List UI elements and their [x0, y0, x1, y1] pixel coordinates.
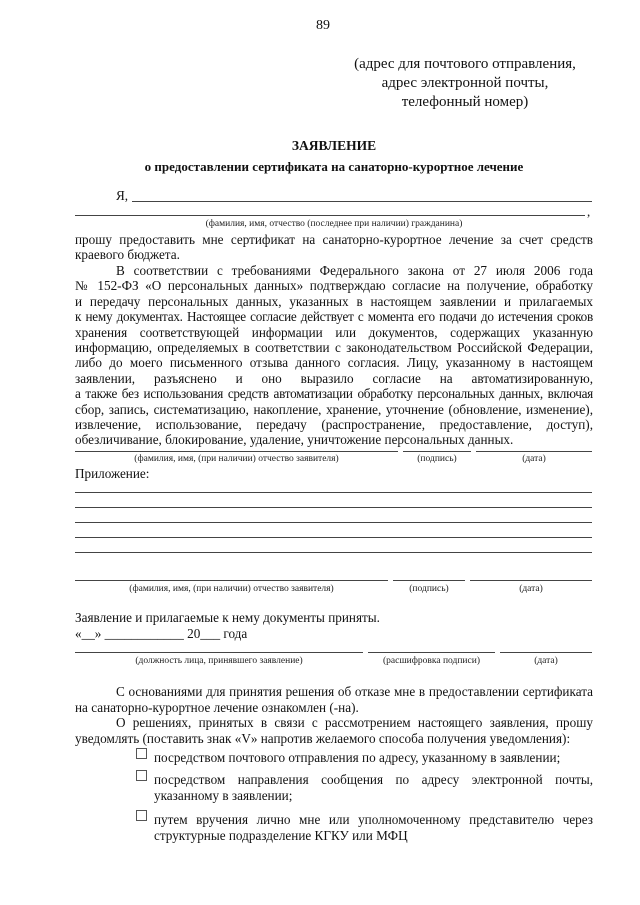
consent-row: хранения соответствующей информации или документов, содержащих указанную — [75, 325, 593, 340]
page-number: 89 — [316, 18, 330, 33]
attachment-line[interactable] — [75, 522, 592, 523]
sig1-date-line[interactable] — [476, 451, 592, 452]
document-title: ЗАЯВЛЕНИЕ — [291, 138, 377, 153]
address-line-1: (адрес для почтового отправления, — [354, 56, 576, 72]
sig3-date-line[interactable] — [500, 652, 592, 653]
option-email-label-2: указанному в заявлении; — [154, 788, 293, 803]
attachment-label: Приложение: — [75, 466, 150, 481]
applicant-name-field-2[interactable] — [75, 215, 585, 216]
consent-row: сбор, запись, систематизацию, накопление, хранение, уточнение (обновление, изменение), — [75, 402, 593, 417]
consent-row: извлечение, использование, передачу (распространение, предоставление, доступ), — [75, 417, 593, 432]
grounds-row-2: на санаторно-курортное лечение ознакомлен (-на). — [75, 700, 359, 715]
sig2-name-caption: (фамилия, имя, (при наличии) отчество заявителя) — [129, 584, 334, 594]
consent-row: а также без использования средств автоматизации обработку персональных данных, включая — [75, 386, 593, 401]
sig3-decode-caption: (расшифровка подписи) — [383, 656, 480, 666]
consent-row: № 152-ФЗ «О персональных данных» подтверждаю согласие на получение, обработку — [75, 278, 593, 293]
notify-row-1: О решениях, принятых в связи с рассмотрением настоящего заявления, прошу — [116, 715, 593, 730]
sig3-position-caption: (должность лица, принявшего заявление) — [135, 656, 303, 666]
sig3-date-caption: (дата) — [534, 656, 558, 666]
sig2-name-line[interactable] — [75, 580, 388, 581]
sig3-decode-line[interactable] — [368, 652, 495, 653]
attachment-line[interactable] — [75, 492, 592, 493]
sig1-name-line[interactable] — [75, 451, 398, 452]
ya-label: Я, — [116, 188, 129, 203]
sig1-date-caption: (дата) — [522, 454, 546, 464]
request-row-2: краевого бюджета. — [75, 247, 180, 262]
applicant-name-field[interactable] — [132, 201, 592, 202]
consent-row: к нему документах. Настоящее согласие действует с момента его подачи до истечения сроков — [75, 309, 593, 324]
sig2-date-caption: (дата) — [519, 584, 543, 594]
consent-row: либо до моего письменного отзыва данного согласия. Лицу, указанному в настоящем — [75, 355, 593, 370]
attachment-line[interactable] — [75, 552, 592, 553]
consent-row: информацию, определяемых в соответствии с законодательством Российской Федерации, — [75, 340, 593, 355]
checkbox-post[interactable] — [136, 748, 147, 759]
applicant-comma: , — [587, 204, 591, 219]
consent-row: и передачу персональных данных, указанных в настоящем заявлении и прилагаемых — [75, 294, 593, 309]
checkbox-email[interactable] — [136, 770, 147, 781]
option-post-label: посредством почтового отправления по адресу, указанному в заявлении; — [154, 750, 561, 765]
sig1-sign-line[interactable] — [403, 451, 471, 452]
attachment-line[interactable] — [75, 507, 592, 508]
sig1-sign-caption: (подпись) — [417, 454, 457, 464]
address-line-3: телефонный номер) — [401, 94, 529, 110]
sig1-name-caption: (фамилия, имя, (при наличии) отчество заявителя) — [134, 454, 339, 464]
sig2-date-line[interactable] — [470, 580, 592, 581]
option-email-label: посредством направления сообщения по адресу электронной почты, — [154, 772, 593, 787]
option-hand-label-2: структурные подразделение КГКУ или МФЦ — [154, 828, 408, 843]
consent-row: обезличивание, блокирование, удаление, уничтожение персональных данных. — [75, 432, 514, 447]
checkbox-hand[interactable] — [136, 810, 147, 821]
attachment-line[interactable] — [75, 537, 592, 538]
sig2-sign-line[interactable] — [393, 580, 465, 581]
sig2-sign-caption: (подпись) — [409, 584, 449, 594]
accepted-text: Заявление и прилагаемые к нему документы приняты. — [75, 610, 380, 625]
applicant-caption: (фамилия, имя, отчество (последнее при наличии) гражданина) — [205, 219, 463, 229]
consent-row: заявлении, разъяснено и оно выразило согласие на автоматизированную, — [75, 371, 593, 386]
document-subtitle: о предоставлении сертификата на санаторно-курортное лечение — [144, 159, 524, 174]
grounds-row-1: С основаниями для принятия решения об отказе мне в предоставлении сертификата — [116, 684, 593, 699]
accepted-date[interactable]: «__» ____________ 20___ года — [75, 626, 248, 641]
option-hand-label: путем вручения лично мне или уполномоченному представителю через — [154, 812, 593, 827]
address-line-2: адрес электронной почты, — [381, 75, 549, 91]
consent-row: В соответствии с требованиями Федерального закона от 27 июля 2006 года — [116, 263, 593, 278]
sig3-position-line[interactable] — [75, 652, 363, 653]
request-row-1: прошу предоставить мне сертификат на санаторно-курортное лечение за счет средств — [75, 232, 593, 247]
notify-row-2: уведомлять (поставить знак «V» напротив желаемого способа получения уведомления): — [75, 731, 571, 746]
